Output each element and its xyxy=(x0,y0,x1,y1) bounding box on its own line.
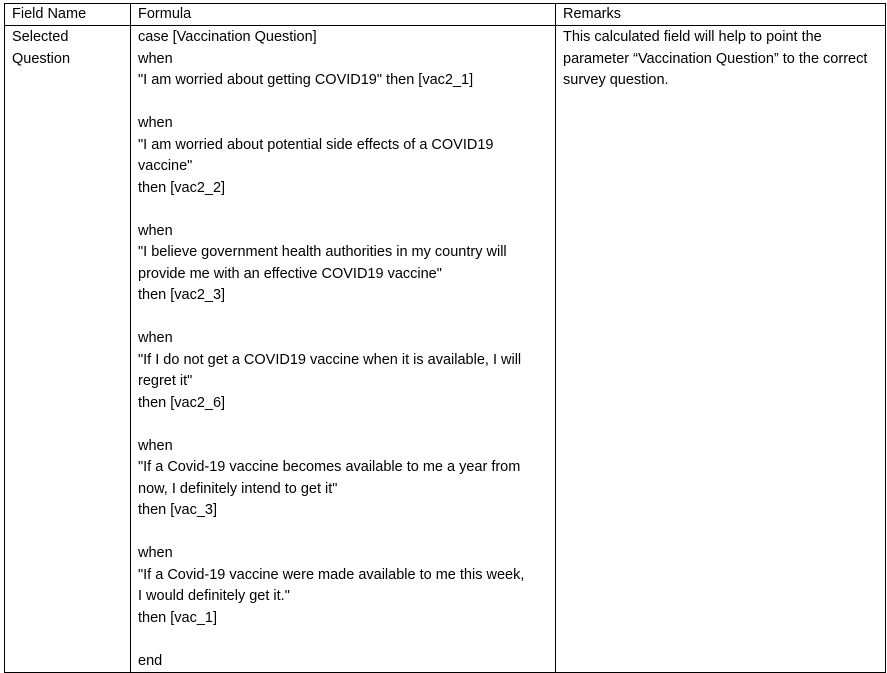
formula-line: provide me with an effective COVID19 vaccine" xyxy=(138,265,442,282)
formula-line xyxy=(138,414,548,436)
formula-line: vaccine" xyxy=(138,158,193,174)
header-remarks: Remarks xyxy=(556,4,886,26)
field-name-value: Selected Question xyxy=(12,29,71,67)
formula-line: when xyxy=(138,330,173,346)
formula-line xyxy=(138,307,548,329)
formula-line: "If a Covid-19 vaccine were made available to me this week, xyxy=(138,566,525,583)
formula-line: I would definitely get it." xyxy=(138,588,290,604)
formula-line: when xyxy=(138,50,173,67)
formula-line: then [vac2_6] xyxy=(138,394,226,411)
formula-line: "I believe government health authorities in my country will xyxy=(138,244,507,260)
table-row xyxy=(5,26,886,673)
formula-table xyxy=(4,3,886,673)
formula-line: end xyxy=(138,652,163,669)
formula-line: when xyxy=(138,545,173,561)
formula-line: then [vac2_2] xyxy=(138,179,226,196)
formula-line: "If I do not get a COVID19 vaccine when it is available, I will xyxy=(138,351,522,368)
formula-text xyxy=(138,27,548,672)
formula-line: now, I definitely intend to get it" xyxy=(138,480,338,497)
formula-line xyxy=(138,629,548,651)
formula-line: when xyxy=(138,222,173,239)
formula-cell xyxy=(131,26,556,673)
header-field-name: Field Name xyxy=(5,4,131,26)
field-name-cell xyxy=(5,26,131,673)
formula-line: then [vac_1] xyxy=(138,609,217,626)
formula-line: "I am worried about getting COVID19" then [vac2_1] xyxy=(138,72,474,88)
remarks-value: This calculated field will help to point the parameter “Vaccination Question” to the correct survey question. xyxy=(563,29,868,88)
formula-line: "If a Covid-19 vaccine becomes available to me a year from xyxy=(138,459,521,475)
formula-line: case [Vaccination Question] xyxy=(138,29,317,45)
formula-line: when xyxy=(138,115,173,131)
header-formula: Formula xyxy=(131,4,556,26)
formula-line: "I am worried about potential side effects of a COVID19 xyxy=(138,136,494,153)
formula-line: regret it" xyxy=(138,373,193,389)
formula-line xyxy=(138,199,548,221)
formula-line xyxy=(138,92,548,114)
formula-line: when xyxy=(138,437,173,454)
formula-line xyxy=(138,522,548,544)
formula-line: then [vac2_3] xyxy=(138,287,226,303)
remarks-cell xyxy=(556,26,886,673)
header-row xyxy=(5,4,886,26)
formula-line: then [vac_3] xyxy=(138,502,217,518)
